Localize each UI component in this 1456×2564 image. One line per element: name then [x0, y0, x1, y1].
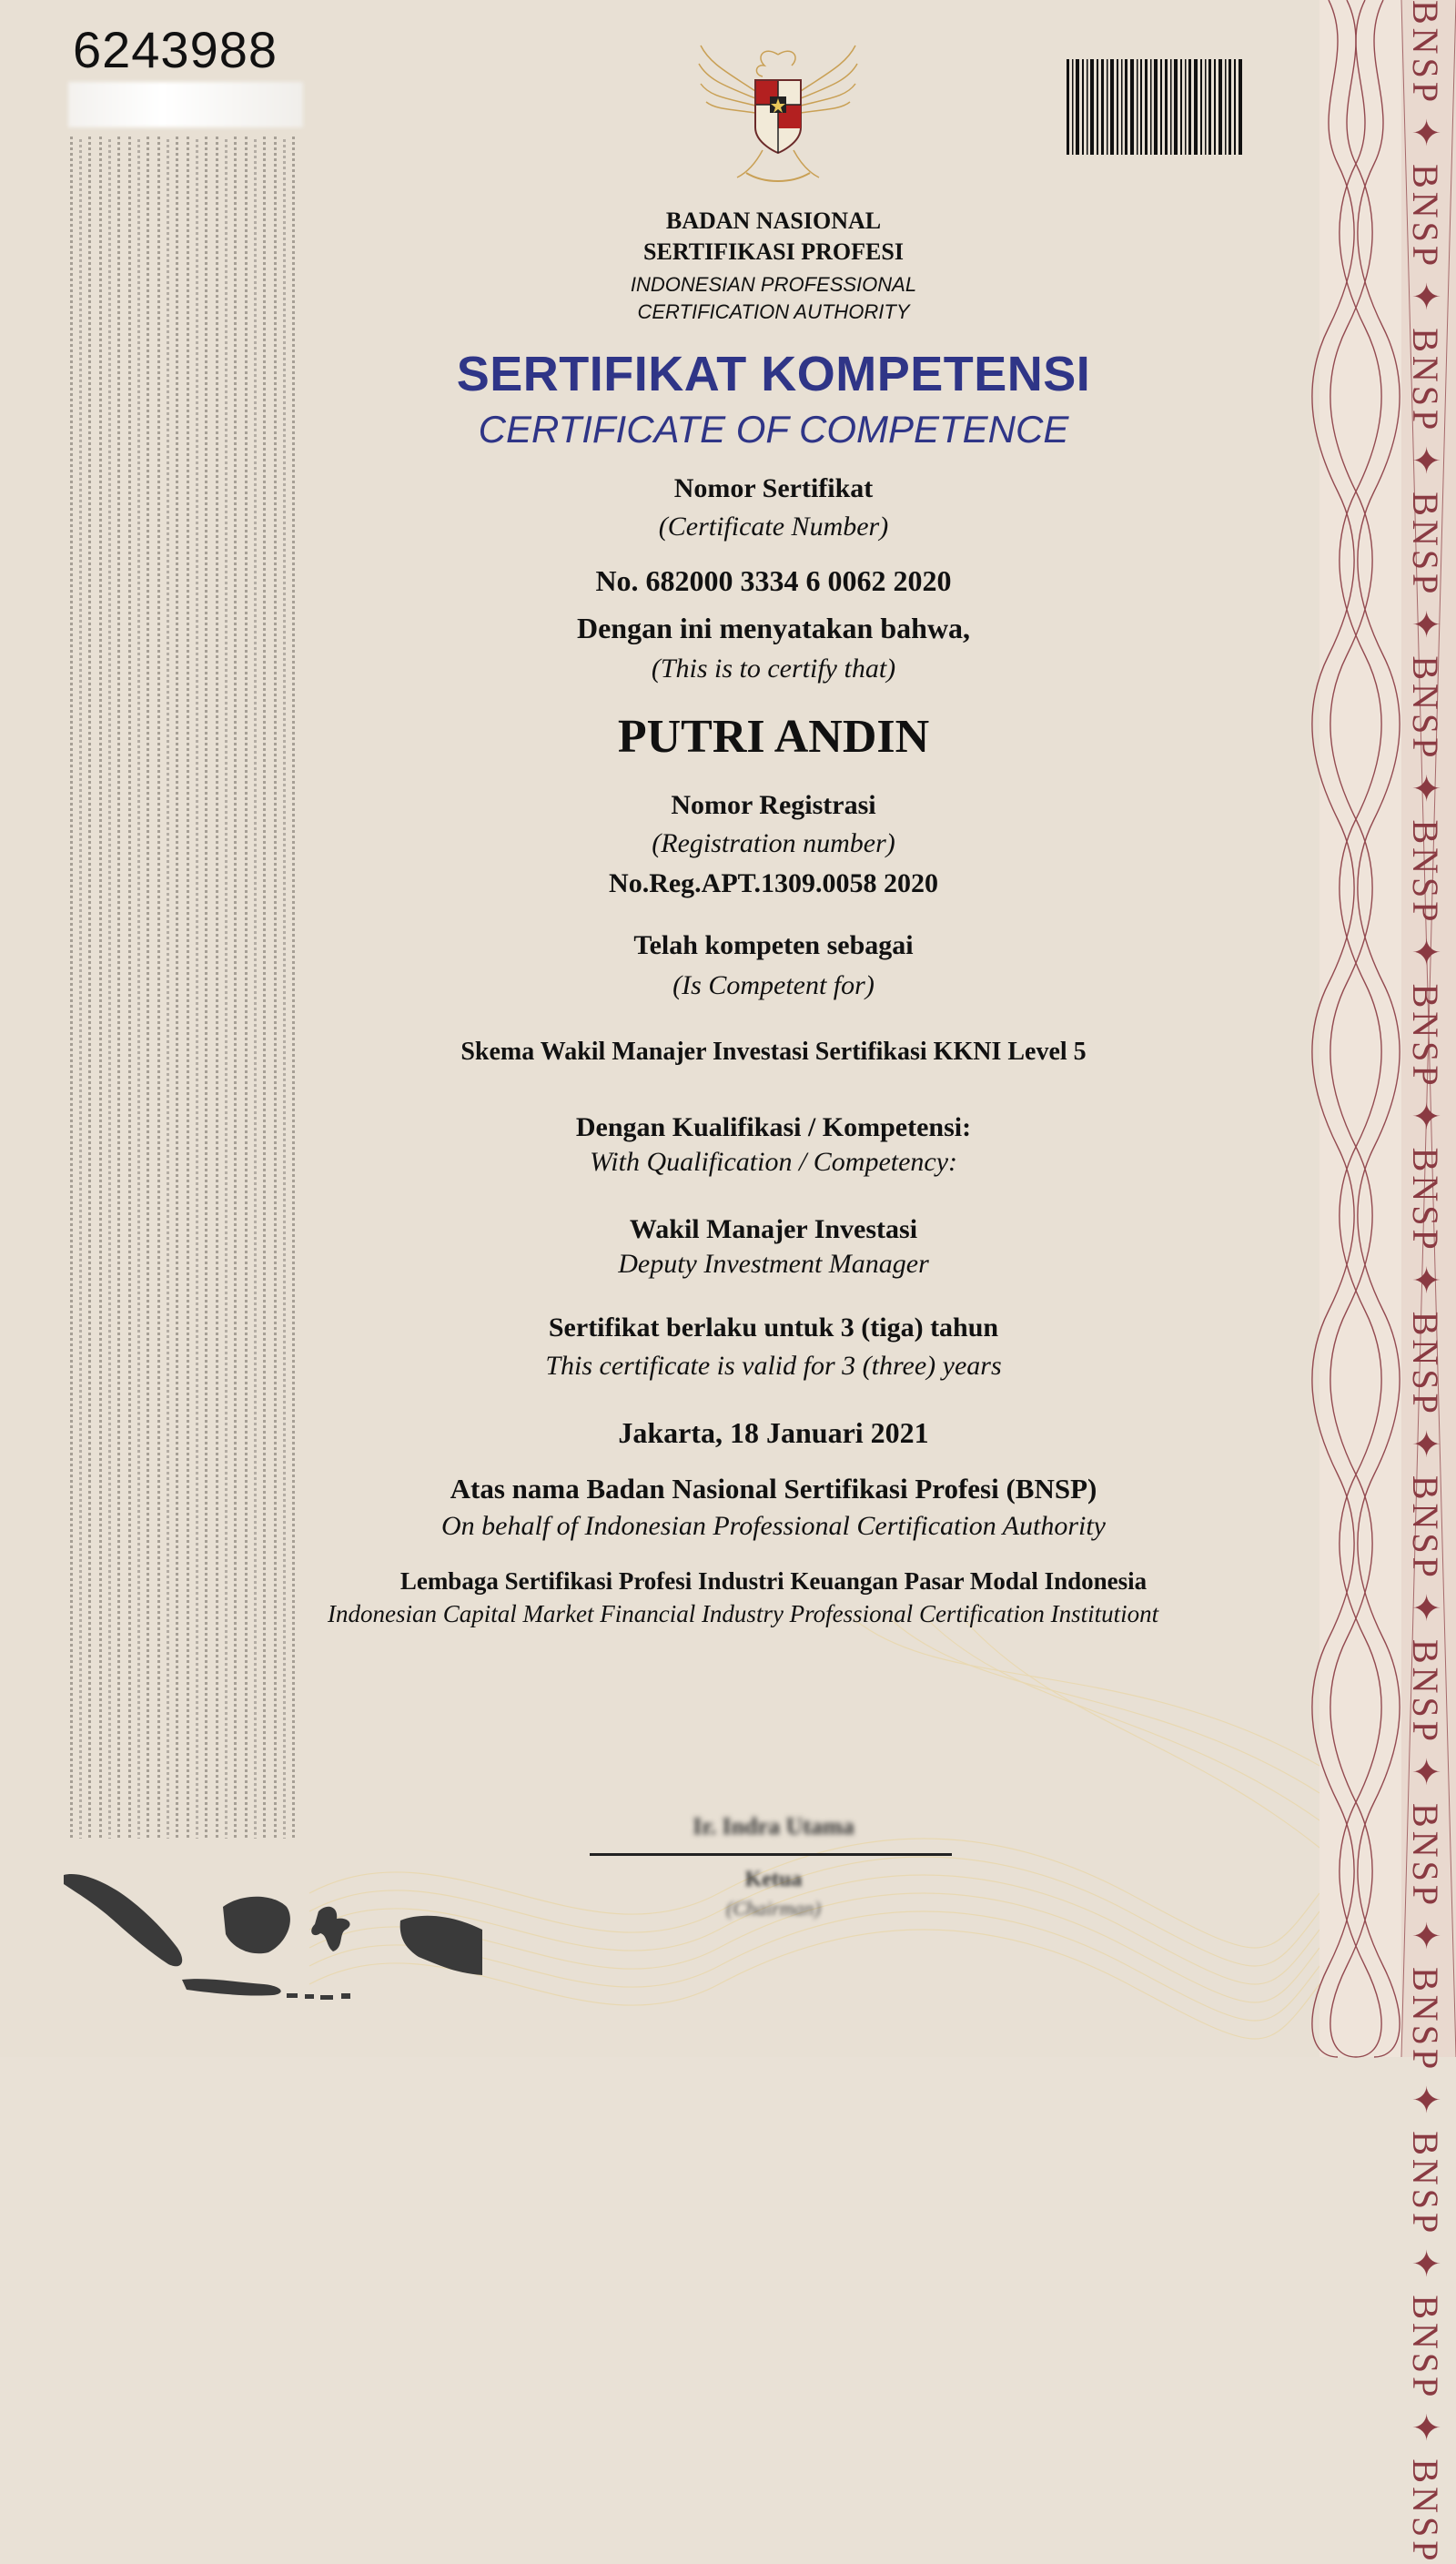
registration-label: Nomor Registrasi	[671, 790, 876, 820]
institution-name-en: Indonesian Capital Market Financial Industry Professional Certification Institutiont	[328, 1600, 1159, 1627]
certificate-number-label-en: (Certificate Number)	[658, 512, 889, 542]
registration-value: No.Reg.APT.1309.0058 2020	[609, 868, 938, 898]
registration-label-en: (Registration number)	[652, 828, 895, 858]
on-behalf-text-en: On behalf of Indonesian Professional Certification Authority	[441, 1511, 1106, 1541]
redacted-area	[68, 82, 303, 127]
issuer-name-line1: BADAN NASIONAL	[665, 208, 882, 234]
certificate-title: SERTIFIKAT KOMPETENSI	[456, 347, 1091, 401]
qualification-label: Dengan Kualifikasi / Kompetensi:	[575, 1112, 972, 1142]
indonesia-map-icon	[55, 1857, 491, 2048]
validity-text-en: This certificate is valid for 3 (three) years	[545, 1351, 1002, 1381]
security-stripes	[68, 137, 303, 1839]
holder-name: PUTRI ANDIN	[617, 711, 930, 763]
garuda-emblem-icon	[692, 36, 864, 196]
certificate-subtitle: CERTIFICATE OF COMPETENCE	[478, 408, 1069, 451]
place-date: Jakarta, 18 Januari 2021	[618, 1416, 929, 1449]
competent-label: Telah kompeten sebagai	[633, 930, 914, 960]
statement-label: Dengan ini menyatakan bahwa,	[576, 612, 971, 644]
barcode	[1065, 59, 1247, 155]
competency-scheme: Skema Wakil Manajer Investasi Sertifikasi KKNI Level 5	[460, 1038, 1087, 1066]
qualification-value: Wakil Manajer Investasi	[629, 1214, 918, 1244]
signatory-title-en: (Chairman)	[726, 1897, 821, 1920]
statement-label-en: (This is to certify that)	[651, 654, 896, 684]
competent-label-en: (Is Competent for)	[672, 970, 875, 1000]
qualification-label-en: With Qualification / Competency:	[589, 1147, 958, 1177]
issuer-name-en-line1: INDONESIAN PROFESSIONAL	[630, 273, 917, 296]
border-text: BNSP ✦ BNSP ✦ BNSP ✦ BNSP ✦ BNSP ✦ BNSP ✦ BNSP ✦ BNSP ✦ BNSP ✦ BNSP ✦ BNSP ✦ BNSP ✦ BNSP ✦ BNSP ✦ BNSP ✦ BNSP	[1405, 0, 1446, 2564]
issuer-name-en-line2: CERTIFICATION AUTHORITY	[637, 300, 910, 323]
issuer-name-line2: SERTIFIKASI PROFESI	[643, 238, 904, 265]
border-text-column	[1400, 0, 1454, 2564]
certificate-number-label: Nomor Sertifikat	[673, 473, 874, 503]
signatory-title: Ketua	[744, 1868, 803, 1891]
qualification-value-en: Deputy Investment Manager	[618, 1249, 929, 1279]
on-behalf-text: Atas nama Badan Nasional Sertifikasi Profesi (BNSP)	[450, 1473, 1097, 1505]
signature-line	[590, 1853, 952, 1856]
validity-text: Sertifikat berlaku untuk 3 (tiga) tahun	[548, 1312, 999, 1343]
serial-number: 6243988	[73, 21, 278, 78]
certificate-number-value: No. 682000 3334 6 0062 2020	[595, 564, 952, 597]
institution-name: Lembaga Sertifikasi Profesi Industri Keuangan Pasar Modal Indonesia	[399, 1567, 1148, 1595]
signatory-name: Ir. Indra Utama	[693, 1813, 854, 1839]
